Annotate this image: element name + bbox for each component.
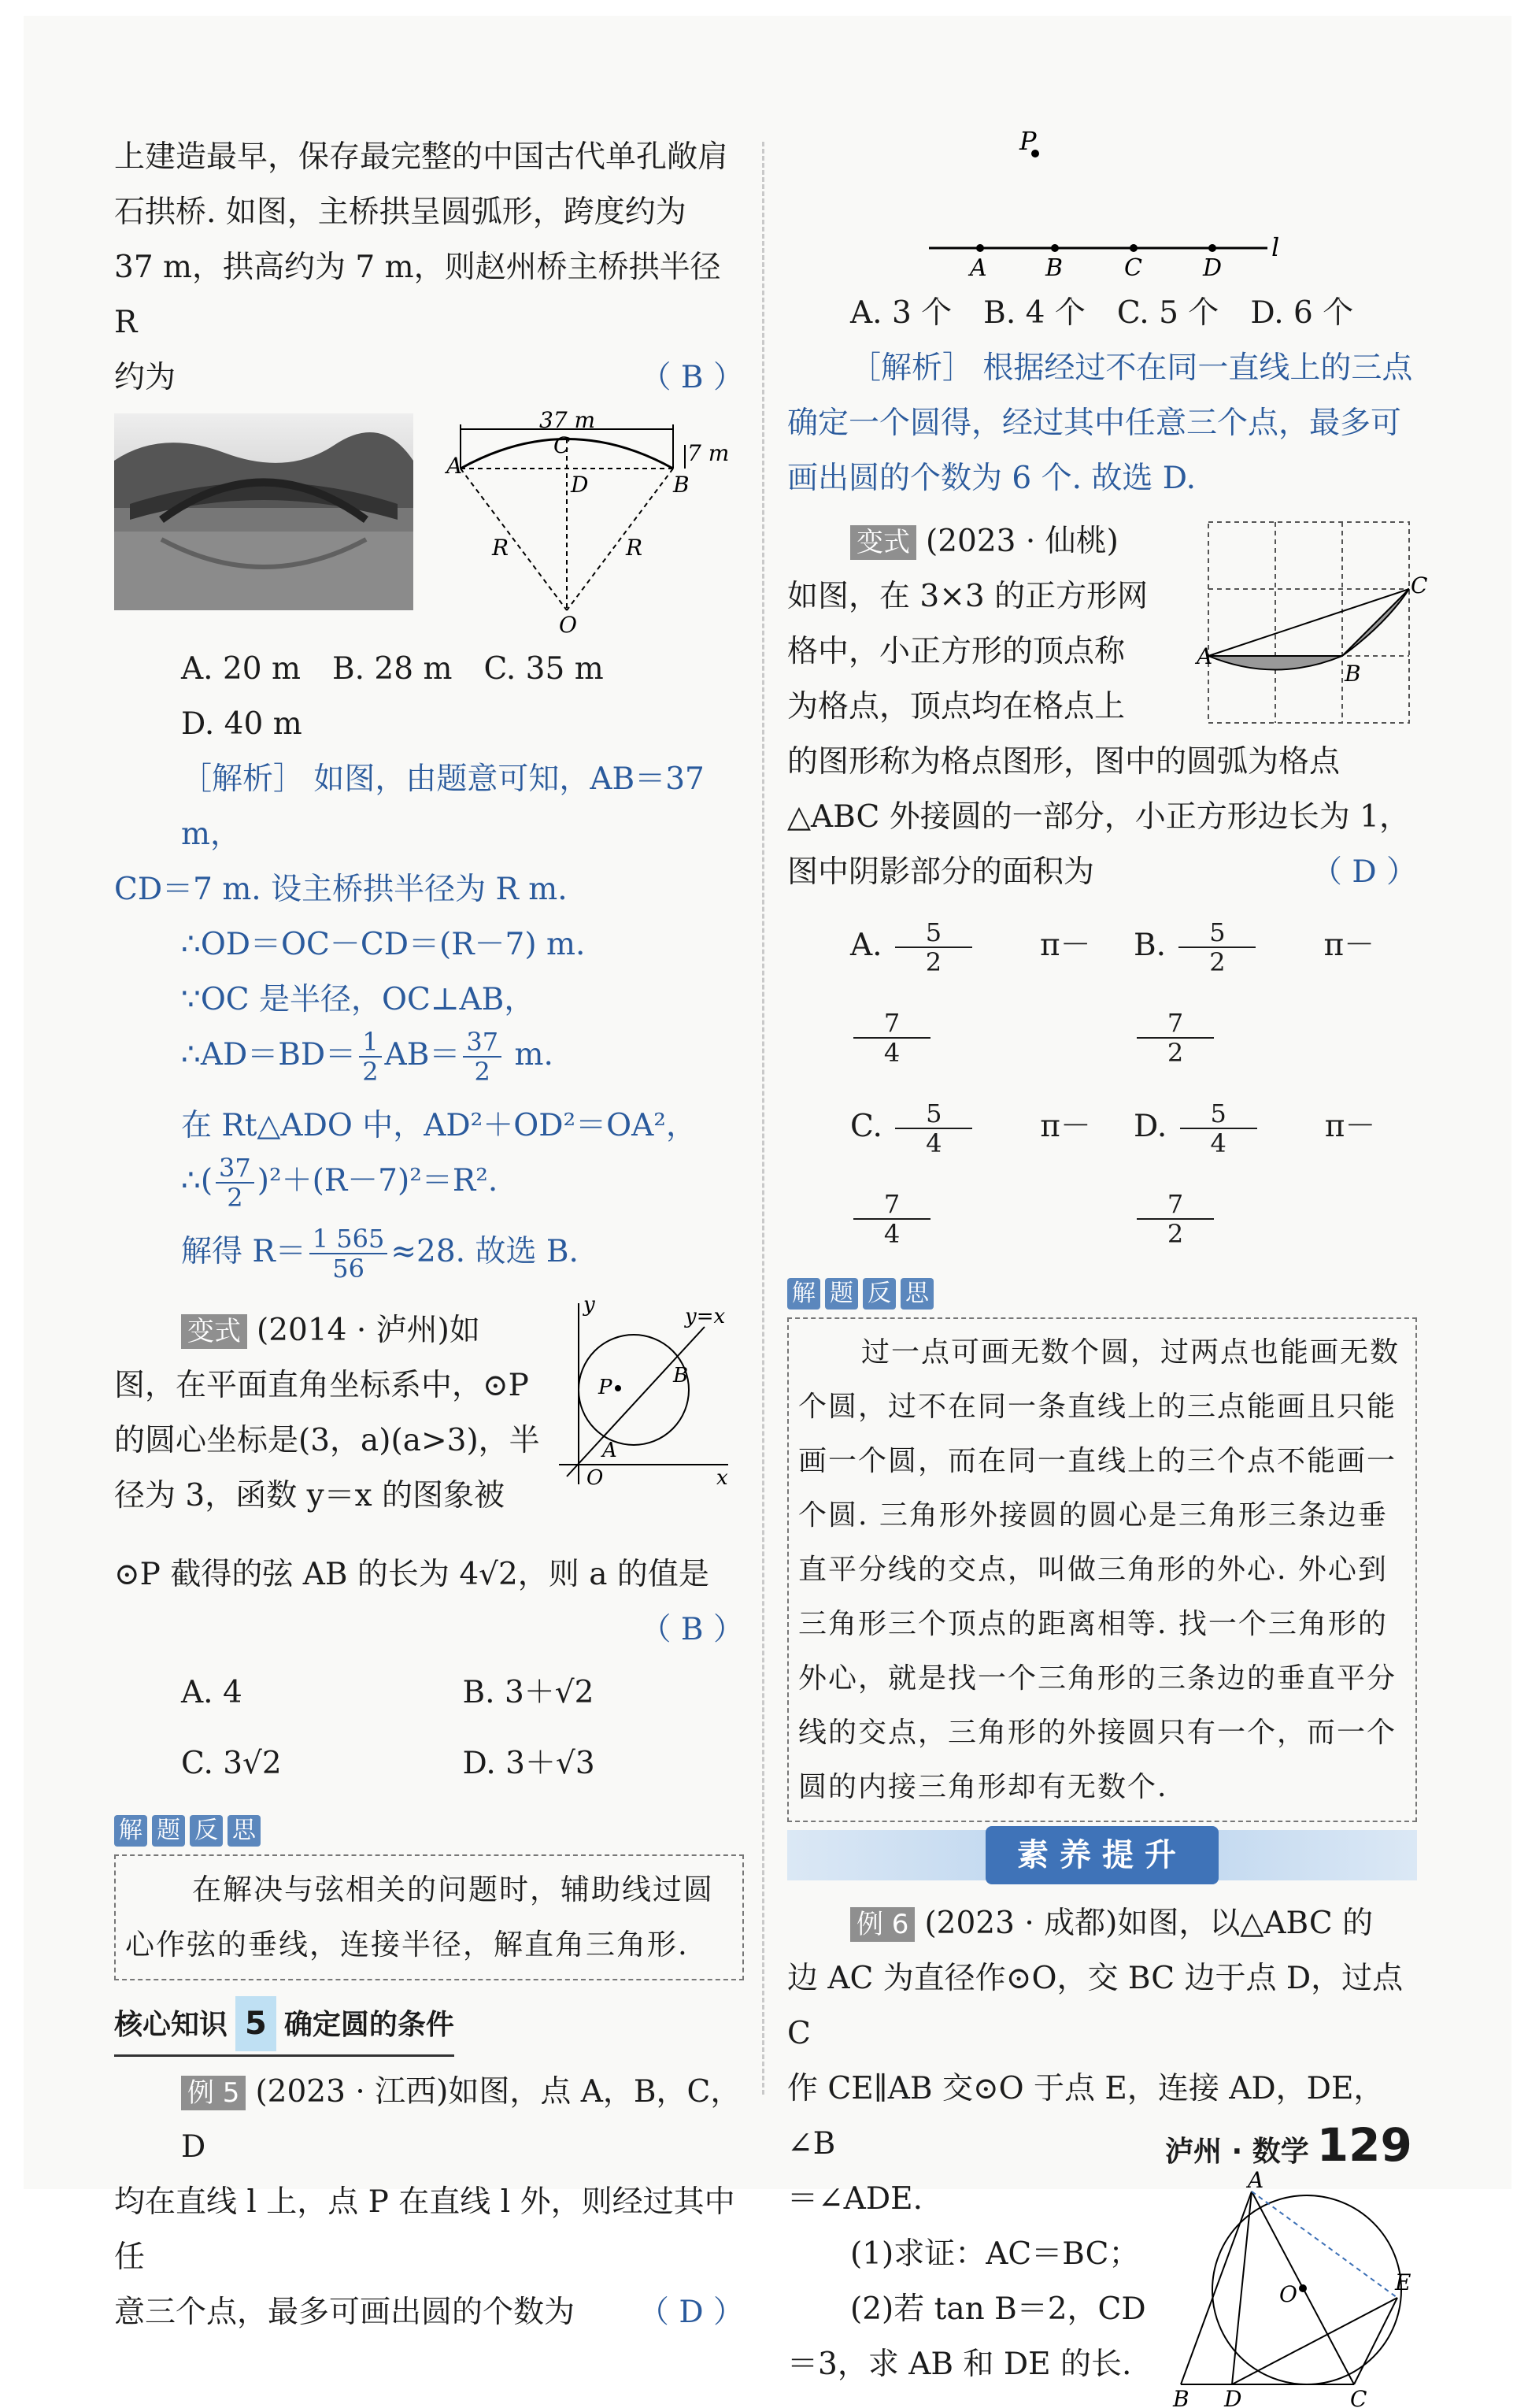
variant1 <box>114 1293 744 1547</box>
denominator: 4 <box>926 1128 942 1158</box>
answer: （ D ） <box>638 2295 744 2330</box>
page-footer <box>1165 2118 1412 2172</box>
variant-tag: 变式 <box>181 1314 247 1349</box>
sol-line: ∴OD＝OC－CD＝(R－7) m. <box>181 927 586 962</box>
v2-text: 图中阴影部分的面积为 <box>787 854 1095 890</box>
option: B. 28 m <box>331 651 453 687</box>
intro-line: 上建造最早，保存最完整的中国古代单孔敞肩 <box>114 139 729 175</box>
option <box>1134 900 1417 1081</box>
answer: （ B ） <box>640 360 744 395</box>
bridge-figures <box>114 407 744 642</box>
fraction <box>1137 1190 1278 1248</box>
numerator: 1 565 <box>309 1224 388 1254</box>
label-l: l <box>1271 232 1280 262</box>
intro-line: 石拱桥. 如图，主桥拱呈圆弧形，跨度约为 <box>114 194 686 230</box>
option: C. 3√2 <box>181 1746 282 1781</box>
page-number: 129 <box>1316 2118 1412 2172</box>
label-R: R <box>492 535 509 561</box>
label-O: O <box>586 1466 604 1490</box>
variant1-diagram <box>555 1295 744 1492</box>
v2-line: △ABC 外接圆的一部分，小正方形边长为 1， <box>787 799 1410 835</box>
option: A. 3 个 <box>850 295 953 331</box>
label-E: E <box>1395 2269 1411 2295</box>
opt-letter: D. <box>1134 1109 1167 1144</box>
numerator: 7 <box>853 1009 930 1039</box>
reflect-char: 反 <box>190 1815 223 1847</box>
sol-text: AB＝ <box>384 1037 461 1072</box>
height-label: 7 m <box>687 440 730 466</box>
ex5-text: 意三个点，最多可画出圆的个数为 <box>114 2295 575 2330</box>
reflect-box: 在解决与弦相关的问题时，辅助线过圆心作弦的垂线，连接半径，解直角三角形. <box>114 1854 744 1980</box>
fraction <box>853 1009 995 1067</box>
sol-text: ∴( <box>181 1163 213 1198</box>
opt-letter: B. <box>1134 928 1167 963</box>
label-P: P <box>1019 126 1037 156</box>
intro-text: 约为 <box>114 360 176 395</box>
reflect-char: 反 <box>863 1278 896 1310</box>
fraction <box>895 918 1037 976</box>
v2-line: 格中，小正方形的顶点称 <box>787 634 1126 669</box>
label-B: B <box>1173 2386 1189 2408</box>
core-heading <box>114 1996 454 2057</box>
reflect-header <box>114 1815 744 1847</box>
options-bridge <box>114 642 744 752</box>
label-C: C <box>553 432 571 458</box>
numerator: 5 <box>1180 1099 1257 1129</box>
pi-minus: π－ <box>1040 1109 1091 1144</box>
core-title: 确定圆的条件 <box>283 2009 454 2041</box>
option <box>850 1081 1134 1262</box>
v2-source: (2023 · 仙桃) <box>926 524 1119 559</box>
fraction <box>1178 918 1320 976</box>
denominator: 4 <box>883 1038 901 1068</box>
numerator: 5 <box>895 1099 972 1129</box>
fraction <box>463 1028 501 1086</box>
sol-text: m. <box>514 1037 553 1072</box>
label-C: C <box>1350 2386 1367 2408</box>
sol-line: ［解析］ 如图，由题意可知，AB＝37 m， <box>181 761 705 852</box>
label-A: A <box>446 453 463 479</box>
right-column <box>787 126 1428 2408</box>
ex6-line: ＝∠ADE. <box>787 2181 923 2217</box>
sol-line: 在 Rt△ADO 中，AD²＋OD²＝OA²， <box>181 1108 697 1143</box>
ex5-line: 均在直线 l 上，点 P 在直线 l 外，则经过其中任 <box>114 2184 735 2275</box>
numerator: 7 <box>1137 1190 1214 1220</box>
option: C. 5 个 <box>1116 295 1219 331</box>
answer: （ D ） <box>1311 854 1417 890</box>
option: D. 6 个 <box>1250 295 1354 331</box>
reflect-char: 解 <box>114 1815 147 1847</box>
label-D: D <box>571 472 589 498</box>
span-label: 37 m <box>539 407 596 433</box>
denominator: 4 <box>1210 1128 1226 1158</box>
option <box>1134 1081 1417 1262</box>
opt-letter: A. <box>850 928 882 963</box>
variant-tag: 变式 <box>850 525 916 560</box>
reflect-char: 解 <box>787 1278 820 1310</box>
pi-minus: π－ <box>1324 1109 1376 1144</box>
fraction <box>853 1190 995 1248</box>
grid-diagram <box>1197 514 1428 735</box>
solution <box>114 752 744 1303</box>
denominator: 2 <box>227 1183 243 1213</box>
option: A. 4 <box>181 1675 242 1710</box>
reflect-char: 题 <box>825 1278 858 1310</box>
ex6-text: (2023 · 成都)如图，以△ABC 的 <box>924 1906 1374 1941</box>
sol-line: 画出圆的个数为 6 个. 故选 D. <box>787 461 1197 496</box>
fraction <box>216 1154 254 1212</box>
denominator: 2 <box>474 1057 490 1087</box>
ex6-lower <box>787 2167 1417 2408</box>
denominator: 2 <box>1167 1219 1184 1249</box>
bridge-photo <box>114 413 413 610</box>
option: D. 40 m <box>181 706 302 742</box>
axis-x-label: x <box>716 1466 728 1490</box>
sol-line: CD＝7 m. 设主桥拱半径为 R m. <box>114 872 568 907</box>
denominator: 56 <box>332 1254 364 1284</box>
opt-letter: C. <box>850 1109 882 1144</box>
line-points-diagram <box>787 118 1417 283</box>
sol-text: ≈28. 故选 B. <box>390 1234 579 1269</box>
v2-line: 的图形称为格点图形，图中的圆弧为格点 <box>787 744 1341 780</box>
label-D: D <box>1203 254 1223 282</box>
bridge-diagram <box>445 407 744 638</box>
label-C: C <box>1124 254 1142 282</box>
sol-text: ∴AD＝BD＝ <box>181 1037 357 1072</box>
fraction <box>1180 1099 1322 1158</box>
footer-label: 泸州 · 数学 <box>1165 2136 1309 2168</box>
label-B: B <box>1045 254 1064 282</box>
example-tag: 例 5 <box>181 2076 246 2110</box>
numerator: 5 <box>895 918 972 948</box>
label-P: P <box>598 1376 612 1399</box>
sol-text: )²＋(R－7)²＝R². <box>257 1163 498 1198</box>
ex5-line <box>114 2285 744 2340</box>
variant2 <box>787 514 1428 735</box>
core-knowledge <box>114 1996 744 2057</box>
intro-line: 37 m，拱高约为 7 m，则赵州桥主桥拱半径 R <box>114 250 721 340</box>
v1-line: 径为 3，函数 y＝x 的图象被 <box>114 1478 505 1513</box>
ex6-line: (1)求证：AC＝BC； <box>850 2236 1140 2272</box>
option: B. 3＋√2 <box>462 1675 594 1710</box>
sol-line <box>114 1224 744 1303</box>
reflect-char: 思 <box>228 1815 261 1847</box>
options-variant1 <box>114 1658 744 1799</box>
label-A: A <box>970 254 987 282</box>
denominator: 4 <box>883 1219 901 1249</box>
options-variant2 <box>787 900 1417 1262</box>
sol-line: ［解析］ 根据经过不在同一直线上的三点 <box>850 350 1413 386</box>
ex5-line <box>114 2065 744 2175</box>
reflect-char: 思 <box>901 1278 934 1310</box>
numerator: 7 <box>1137 1009 1214 1039</box>
reflect-header <box>787 1278 1417 1310</box>
denominator: 2 <box>925 947 942 977</box>
numerator: 1 <box>359 1028 381 1058</box>
reflect-box: 过一点可画无数个圆，过两点也能画无数个圆，过不在同一条直线上的三点能画且只能画一个圆，而在同一直线上的三个点不能画一个圆. 三角形外接圆的圆心是三角形三条边垂直平分线的交点，叫做三角形的外心. 外心到三角形三个顶点的距离相等. 找一个三角形的外心，就是找一个三角形的三条边的垂直平分线的交点，三角形的外接圆只有一个，而一个圆的内接三角形却有无数个. <box>787 1317 1417 1822</box>
banner-title: 素养提升 <box>986 1826 1219 1884</box>
sol-line: ∵OC 是半径，OC⊥AB， <box>181 982 535 1017</box>
ex5-text: (2023 · 江西)如图，点 A，B，C，D <box>181 2074 742 2165</box>
fraction <box>309 1224 388 1283</box>
pi-minus: π－ <box>1323 928 1375 963</box>
fraction <box>1137 1009 1278 1067</box>
v2-line <box>787 845 1417 900</box>
sol-line <box>114 1028 744 1098</box>
column-divider <box>762 142 764 2095</box>
v2-line: 如图，在 3×3 的正方形网 <box>787 579 1149 614</box>
v1-line: 图，在平面直角坐标系中，⊙P <box>114 1368 529 1403</box>
option: A. 20 m <box>181 651 301 687</box>
option: B. 4 个 <box>983 295 1086 331</box>
pi-minus: π－ <box>1039 928 1091 963</box>
label-A: A <box>1197 643 1213 669</box>
v1-text: (2014 · 泸州)如 <box>257 1313 480 1348</box>
numerator: 37 <box>216 1154 254 1184</box>
label-D: D <box>1224 2386 1242 2408</box>
answer: （ B ） <box>640 1612 744 1647</box>
ex6-line: (2)若 tan B＝2，CD <box>850 2291 1146 2327</box>
ex6-line <box>787 1896 1417 1951</box>
label-R: R <box>626 535 643 561</box>
label-B: B <box>1345 661 1361 687</box>
fraction <box>895 1099 1037 1158</box>
label-A: A <box>1248 2167 1264 2193</box>
reflect-char: 题 <box>152 1815 185 1847</box>
v1-answer-line <box>114 1602 744 1658</box>
label-A: A <box>602 1439 617 1462</box>
sol-line: 确定一个圆得，经过其中任意三个点，最多可 <box>787 406 1402 441</box>
v1-line: ⊙P 截得的弦 AB 的长为 4√2，则 a 的值是 <box>114 1557 709 1592</box>
core-label: 核心知识 <box>114 2009 228 2041</box>
options-example5 <box>787 286 1417 341</box>
axis-y-label: y <box>583 1293 595 1317</box>
sol-line <box>114 1154 744 1224</box>
line-label: y=x <box>685 1305 726 1328</box>
example-tag: 例 6 <box>850 1907 915 1942</box>
option: D. 3＋√3 <box>462 1746 595 1781</box>
solution5 <box>787 341 1417 506</box>
option <box>850 900 1134 1081</box>
denominator: 2 <box>362 1057 379 1087</box>
v1-line: 的圆心坐标是(3，a)(a>3)，半 <box>114 1423 540 1458</box>
label-B: B <box>673 472 690 498</box>
option: C. 35 m <box>483 651 604 687</box>
ex6-line: 边 AC 为直径作⊙O，交 BC 边于点 D，过点 C <box>787 1961 1404 2051</box>
example6-diagram <box>1173 2167 1411 2408</box>
numerator: 37 <box>463 1028 501 1058</box>
section-banner <box>787 1830 1417 1880</box>
numerator: 7 <box>853 1190 930 1220</box>
sol-text: 解得 R＝ <box>181 1234 306 1269</box>
label-O: O <box>1279 2281 1297 2307</box>
denominator: 2 <box>1167 1038 1184 1068</box>
fraction <box>359 1028 381 1086</box>
label-O: O <box>559 612 577 638</box>
denominator: 2 <box>1209 947 1226 977</box>
intro-line <box>114 350 744 406</box>
ex6-line: 作 CE∥AB 交⊙O 于点 E，连接 AD，DE，∠B <box>787 2071 1385 2162</box>
label-C: C <box>1411 572 1428 598</box>
ex6-line: ＝3，求 AB 和 DE 的长. <box>787 2347 1132 2382</box>
v2-line: 为格点，顶点均在格点上 <box>787 689 1126 724</box>
numerator: 5 <box>1178 918 1256 948</box>
label-B: B <box>673 1364 689 1387</box>
core-num: 5 <box>235 1996 276 2051</box>
left-column <box>114 130 744 2340</box>
